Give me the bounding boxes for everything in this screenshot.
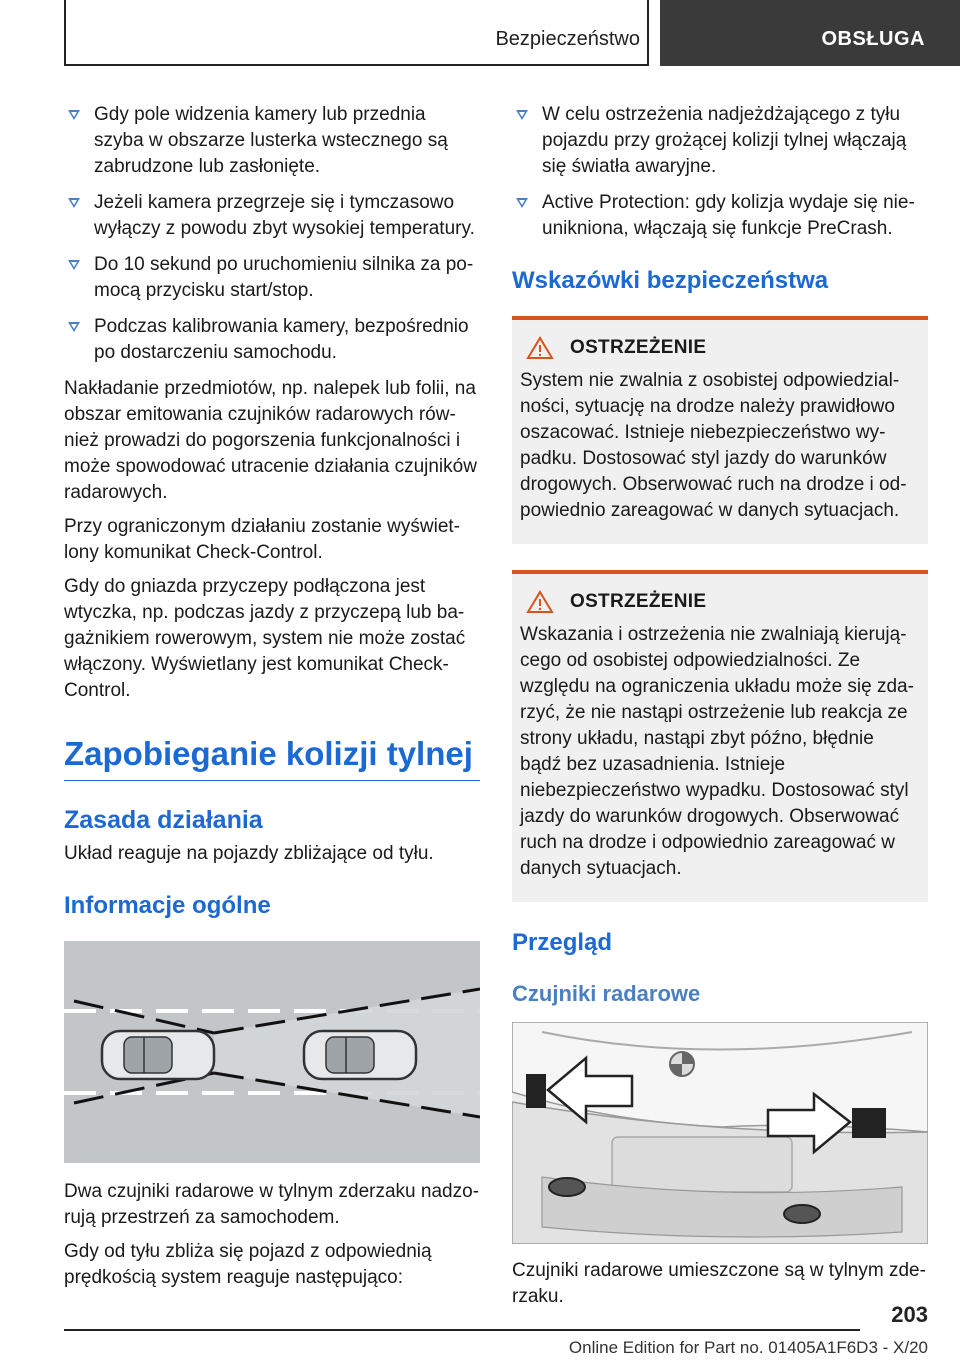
- radar-coverage-figure: [64, 941, 480, 1163]
- radar-sensor-left-icon: [526, 1074, 546, 1108]
- subsection-heading: Wskazówki bezpieczeństwa: [512, 267, 829, 294]
- paragraph: Nakładanie przedmiotów, np. nalepek lub folii, na obszar emitowania czujników radarowych również prowadzi do pogorszenia funkcjonalności i może spowodować utracenie działania czujników radarowych.: [64, 378, 477, 503]
- bullet-triangle-icon: [516, 198, 528, 208]
- bullet-triangle-icon: [68, 110, 80, 120]
- header-rule-right: [647, 0, 649, 66]
- footer-edition: Online Edition for Part no. 01405A1F6D3 - X/20: [568, 1338, 928, 1357]
- rear-bumper-illustration: [512, 1022, 928, 1244]
- footer-rule: [64, 1329, 860, 1331]
- bullet-triangle-icon: [68, 198, 80, 208]
- warning-title: OSTRZEŻENIE: [570, 337, 707, 358]
- warning-title: OSTRZEŻENIE: [570, 591, 707, 612]
- list-item: Jeżeli kamera przegrzeje się i tymczasowo wyłączy z powodu zbyt wysokiej temperatury.: [64, 190, 480, 242]
- figure-caption: Czujniki radarowe umieszczone są w tylnym zderzaku.: [512, 1260, 926, 1307]
- paragraph: Gdy od tyłu zbliża się pojazd z odpowiednią prędkością system reaguje następująco:: [64, 1241, 432, 1288]
- warning-header: [526, 590, 920, 614]
- radar-sensor-right-icon: [852, 1108, 886, 1138]
- list-item: Do 10 sekund po uruchomieniu silnika za pomocą przycisku start/stop.: [64, 252, 480, 304]
- page-number: 203: [891, 1302, 928, 1327]
- bullet-triangle-icon: [516, 110, 528, 120]
- rear-bumper-figure: [512, 1022, 928, 1244]
- warning-triangle-icon: [526, 590, 554, 614]
- brand-logo-icon: [670, 1052, 694, 1076]
- warning-box: [512, 316, 928, 544]
- warning-text: System nie zwalnia z osobistej odpowiedzialności, sytuację na drodze należy prawidłowo oszacować. Istnieje niebezpieczeństwo wypadku. Dostosować styl jazdy do warunków drogowych. Obserwować ruch na drodze i odpowiednio zareagować w danych sytuacjach.: [520, 370, 907, 521]
- bullet-triangle-icon: [68, 322, 80, 332]
- paragraph: Gdy do gniazda przyczepy podłączona jest wtyczka, np. podczas jazdy z przyczepą lub bagażnikiem rowerowym, system nie może zostać włączony. Wyświetlany jest komunikat Check-Control.: [64, 576, 466, 701]
- section-heading: Zasada działania: [64, 806, 263, 834]
- header-section-title[interactable]: Bezpieczeństwo: [495, 28, 640, 50]
- header-rule-bottom: [64, 64, 649, 66]
- subsection-heading: Przegląd: [512, 929, 613, 956]
- header-chapter-tab[interactable]: OBSŁUGA: [660, 0, 960, 66]
- warning-box: [512, 570, 928, 902]
- car-front-icon: [304, 1031, 416, 1079]
- chapter-heading: Zapobieganie kolizji tylnej: [64, 734, 480, 781]
- right-bullet-list: [512, 102, 928, 242]
- left-column: [64, 102, 480, 1299]
- bullet-triangle-icon: [68, 260, 80, 270]
- list-item: Active Protection: gdy kolizja wydaje się nieunikniona, włączają się funkcje PreCrash.: [512, 190, 928, 242]
- car-rear-icon: [102, 1031, 214, 1079]
- subsection-heading: Informacje ogólne: [64, 892, 271, 919]
- paragraph: Układ reaguje na pojazdy zbliżające od tyłu.: [64, 843, 434, 864]
- radar-coverage-illustration: [64, 941, 480, 1163]
- list-item: Gdy pole widzenia kamery lub przednia szyba w obszarze lusterka wstecznego są zabrudzone lub zasłonięte.: [64, 102, 480, 180]
- warning-header: [526, 336, 920, 360]
- paragraph: Dwa czujniki radarowe w tylnym zderzaku nadzorują przestrzeń za samochodem.: [64, 1181, 479, 1228]
- header-rule-left: [64, 0, 66, 66]
- subsubsection-heading: Czujniki radarowe: [512, 981, 701, 1006]
- list-item: Podczas kalibrowania kamery, bezpośrednio po dostarczeniu samochodu.: [64, 314, 480, 366]
- warning-triangle-icon: [526, 336, 554, 360]
- list-item: W celu ostrzeżenia nadjeżdżającego z tyłu pojazdu przy grożącej kolizji tylnej włączają się światła awaryjne.: [512, 102, 928, 180]
- left-bullet-list: [64, 102, 480, 366]
- paragraph: Przy ograniczonym działaniu zostanie wyświetlony komunikat Check-Control.: [64, 516, 460, 563]
- right-column: [512, 102, 928, 1318]
- warning-text: Wskazania i ostrzeżenia nie zwalniają kierującego od osobistej odpowiedzialności. Ze względu na ograniczenia układu może się zdarzyć, że nie nastąpi ostrzeżenie lub reakcja ze strony układu, nastąpi zbyt późno, błędnie bądź bez uzasadnienia. Istnieje niebezpieczeństwo wypadku. Dostosować styl jazdy do warunków drogowych. Obserwować ruch na drodze i odpowiednio zareagować w danych sytuacjach.: [520, 624, 914, 879]
